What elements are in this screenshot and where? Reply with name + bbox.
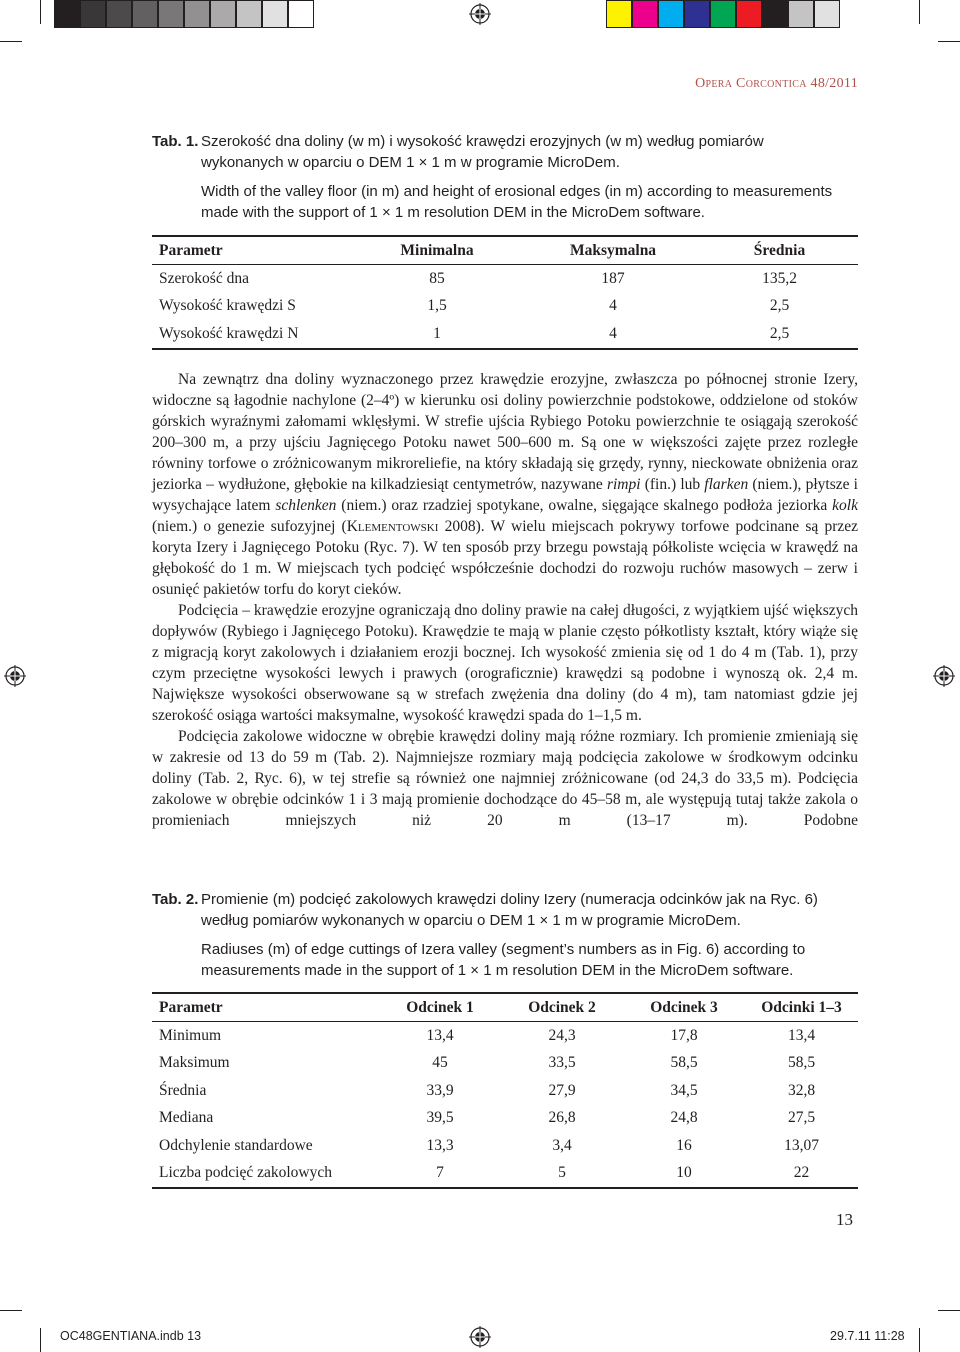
- color-swatch: [684, 0, 710, 28]
- paragraph-text: (fin.) lub: [640, 476, 705, 493]
- color-swatch: [262, 0, 288, 28]
- term-italic: kolk: [832, 497, 858, 514]
- table-cell: 58,5: [670, 1054, 698, 1072]
- table-row: [152, 1132, 858, 1160]
- gray-swatch-strip: [54, 0, 314, 28]
- registration-mark-icon: [469, 3, 491, 25]
- crop-mark: [938, 41, 960, 42]
- table-cell: Liczba podcięć zakolowych: [152, 1160, 379, 1189]
- color-swatch: [54, 0, 80, 28]
- table1-label: Tab. 1.: [152, 133, 199, 150]
- column-header: Odcinek 1: [379, 993, 501, 1022]
- table-cell: Szerokość dna: [159, 269, 249, 287]
- table-row: [152, 1105, 858, 1133]
- table-cell: 27,5: [787, 1109, 816, 1127]
- table-cell: 17,8: [670, 1026, 698, 1044]
- term-italic: rimpi: [606, 476, 641, 493]
- table-cell: 2,5: [701, 320, 858, 349]
- table2-label: Tab. 2.: [152, 891, 199, 908]
- running-head: Opera Corcontica 48/2011: [695, 76, 858, 91]
- crop-mark: [919, 1328, 920, 1352]
- color-swatch: [736, 0, 762, 28]
- table-cell: 39,5: [426, 1109, 454, 1127]
- table-cell: Mediana: [159, 1109, 214, 1127]
- color-swatch: [814, 0, 840, 28]
- table-cell: 7: [379, 1160, 501, 1189]
- column-header: Odcinek 3: [623, 993, 745, 1022]
- color-swatch: [710, 0, 736, 28]
- table-cell: 58,5: [787, 1054, 816, 1072]
- table1-caption: [152, 131, 842, 223]
- paragraph: [152, 369, 858, 600]
- table-cell: 45: [432, 1054, 448, 1072]
- column-header: Maksymalna: [525, 236, 701, 265]
- column-header: Odcinek 2: [501, 993, 623, 1022]
- table-row: [152, 1022, 858, 1050]
- color-swatch: [606, 0, 632, 28]
- table-cell: 10: [623, 1160, 745, 1189]
- table-cell: 1: [349, 320, 525, 349]
- table-cell: Wysokość krawędzi S: [159, 297, 296, 315]
- table-cell: Średnia: [159, 1081, 207, 1099]
- table-row: [152, 265, 858, 293]
- table-cell: 2,5: [769, 297, 790, 315]
- table-cell: 4: [609, 297, 617, 315]
- color-swatch: [184, 0, 210, 28]
- color-swatch: [106, 0, 132, 28]
- table-header-row: [152, 236, 858, 265]
- registration-mark-icon: [469, 1326, 491, 1348]
- table-cell: 85: [429, 269, 445, 287]
- table-cell: 27,9: [548, 1081, 576, 1099]
- body-text: [152, 369, 858, 831]
- table-cell: 13,3: [426, 1136, 454, 1154]
- column-header: Średnia: [701, 236, 858, 265]
- table1: [152, 235, 858, 350]
- color-swatch: [210, 0, 236, 28]
- paragraph-text: (niem.) oraz rzadziej spotykane, owalne, sięgające skalnego podłoża jeziorka: [336, 497, 833, 514]
- table-cell: 13,4: [787, 1026, 816, 1044]
- table-cell: 4: [525, 320, 701, 349]
- table-cell: Wysokość krawędzi N: [152, 320, 349, 349]
- crop-mark: [0, 41, 22, 42]
- color-swatch: [236, 0, 262, 28]
- table-cell: 13,07: [784, 1136, 819, 1154]
- crop-mark: [938, 1310, 960, 1311]
- table-cell: 24,8: [670, 1109, 698, 1127]
- table-row: [152, 293, 858, 321]
- color-swatch: [288, 0, 314, 28]
- table1-caption-pl: Szerokość dna doliny (w m) i wysokość krawędzi erozyjnych (w m) według pomiarów wykonanych w oparciu o DEM 1 × 1 m w programie MicroDem.: [201, 133, 764, 171]
- table-cell: 22: [745, 1160, 858, 1189]
- color-swatch: [80, 0, 106, 28]
- table1-caption-en: Width of the valley floor (in m) and height of erosional edges (in m) according to measurements made with the support of 1 × 1 m resolution DEM in the MicroDem software.: [201, 183, 833, 221]
- column-header: Odcinki 1–3: [745, 993, 858, 1022]
- table2-caption: [152, 889, 842, 981]
- table-cell: 5: [501, 1160, 623, 1189]
- table-row: [152, 1050, 858, 1078]
- crop-mark: [0, 1310, 22, 1311]
- table-cell: 24,3: [548, 1026, 576, 1044]
- table-cell: 33,5: [548, 1054, 576, 1072]
- column-header: Minimalna: [349, 236, 525, 265]
- color-swatch: [788, 0, 814, 28]
- paragraph: Podcięcia – krawędzie erozyjne ograniczają dno doliny prawie na całej długości, z wyjątkiem ujść większych dopływów (Rybiego i Jagnięcego Potoku). Krawędzie te mają w planie często półkotlisty kształt, który wiąże się z migracją koryt zakolowych i działaniem erozji bocznej. Ich wysokość zmienia się od 1 do 4 m (Tab. 1), przy czym przeciętne wysokości lewych i prawych (orograficznie) krawędzi są podobne i wynoszą ok. 2,4 m. Największe wysokości obserwowane są w strefach zwężenia dna doliny (do 4 m), tam natomiast gdzie jej szerokość osiąga wartości maksymalne, wysokość krawędzi spada do 1–1,5 m.: [152, 602, 858, 724]
- table-cell: 33,9: [426, 1081, 454, 1099]
- column-header: Parametr: [152, 993, 379, 1022]
- crop-mark: [919, 0, 920, 24]
- table-row: [152, 1160, 858, 1189]
- slug-date: 29.7.11 11:28: [830, 1329, 905, 1343]
- table-cell: Odchylenie standardowe: [159, 1136, 313, 1154]
- table-header-row: [152, 993, 858, 1022]
- color-swatch: [132, 0, 158, 28]
- column-header: Parametr: [152, 236, 349, 265]
- crop-mark: [40, 1328, 41, 1352]
- table2-caption-pl: Promienie (m) podcięć zakolowych krawędzi doliny Izery (numeracja odcinków jak na Ryc. 6) według pomiarów wykonanych w oparciu o DEM 1 × 1 m w programie MicroDem.: [201, 891, 818, 929]
- paragraph-text: Na zewnątrz dna doliny wyznaczonego przez krawędzie erozyjne, zwłaszcza po północnej stronie Izery, widoczne są łagodnie nachylone (2–4º) w kierunku osi doliny powierzchnie podstokowe, oddzielone od stoków górskich wyraźnymi załomami wklęsłymi. W strefie ujścia Rybiego Potoku powierzchnie te osiągają szerokość 200–300 m, a przy ujściu Jagnięcego Potoku nawet 500–600 m. Są one w większości zajęte przez rozległe równiny torfowe o zróżnicowanym mikroreliefie, na który składają się grzędy, rynny, nieckowate obniżenia oraz jeziorka – wydłużone, głębokie na kilkadziesiąt centymetrów, nazywane: [152, 371, 858, 493]
- table-cell: 34,5: [670, 1081, 698, 1099]
- color-swatch: [658, 0, 684, 28]
- table-cell: Maksimum: [159, 1054, 230, 1072]
- paragraph-text: (niem.), płytsze i wysychające latem: [152, 476, 858, 514]
- citation-author: Klementowski 2008: [346, 518, 476, 535]
- term-italic: flarken: [704, 476, 749, 493]
- paragraph-text: ). W wielu miejscach pokrywy torfowe podcinane są przez koryta Izery i Jagnięcego Potoku (Ryc. 7). W ten sposób przy brzegu powstają półkoliste wcięcia w krawędź na głębokość do 1 m. W miejscach tych podcięć współcześnie dochodzi do rozwoju ruchów masowych – zerw i osunięć pakietów torfu do koryt cieków.: [152, 518, 859, 598]
- table-cell: 187: [601, 269, 625, 287]
- table2: [152, 992, 858, 1189]
- table-cell: 1,5: [427, 297, 447, 315]
- registration-mark-icon: [933, 665, 955, 687]
- color-swatch: [762, 0, 788, 28]
- color-swatch-strip: [606, 0, 840, 28]
- slug-filename: OC48GENTIANA.indb 13: [60, 1329, 202, 1343]
- registration-mark-icon: [4, 665, 26, 687]
- page-number: 13: [836, 1210, 853, 1229]
- table-cell: 26,8: [548, 1109, 576, 1127]
- table-cell: 13,4: [426, 1026, 454, 1044]
- table2-caption-en: Radiuses (m) of edge cuttings of Izera valley (segment’s numbers as in Fig. 6) according to measurements made in the support of 1 × 1 m resolution DEM in the MicroDem software.: [201, 941, 806, 979]
- term-italic: schlenken: [275, 497, 337, 514]
- table-cell: 32,8: [787, 1081, 816, 1099]
- table-cell: 3,4: [552, 1136, 572, 1154]
- color-swatch: [632, 0, 658, 28]
- table-cell: 135,2: [762, 269, 797, 287]
- table-row: [152, 1077, 858, 1105]
- paragraph-text: (niem.) o genezie sufozyjnej (: [152, 518, 347, 535]
- table-row: [152, 320, 858, 349]
- crop-mark: [40, 0, 41, 24]
- table-cell: Minimum: [159, 1026, 222, 1044]
- table-cell: 16: [676, 1136, 692, 1154]
- color-swatch: [158, 0, 184, 28]
- paragraph: Podcięcia zakolowe widoczne w obrębie krawędzi doliny mają różne rozmiary. Ich promienie zmieniają się w zakresie od 13 do 59 m (Tab. 2). Najmniejsze rozmiary mają podcięcia zakolowe w środkowym odcinku doliny (Tab. 2, Ryc. 6), w tej strefie są również one najmniej zróżnicowane (od 24,3 do 33,5 m). Podcięcia zakolowe w obrębie odcinków 1 i 3 mają promienie dochodzące do 45–58 m, ale występują tutaj także zakola o promieniach mniejszych niż 20 m (13–17 m). Podobne: [152, 728, 858, 829]
